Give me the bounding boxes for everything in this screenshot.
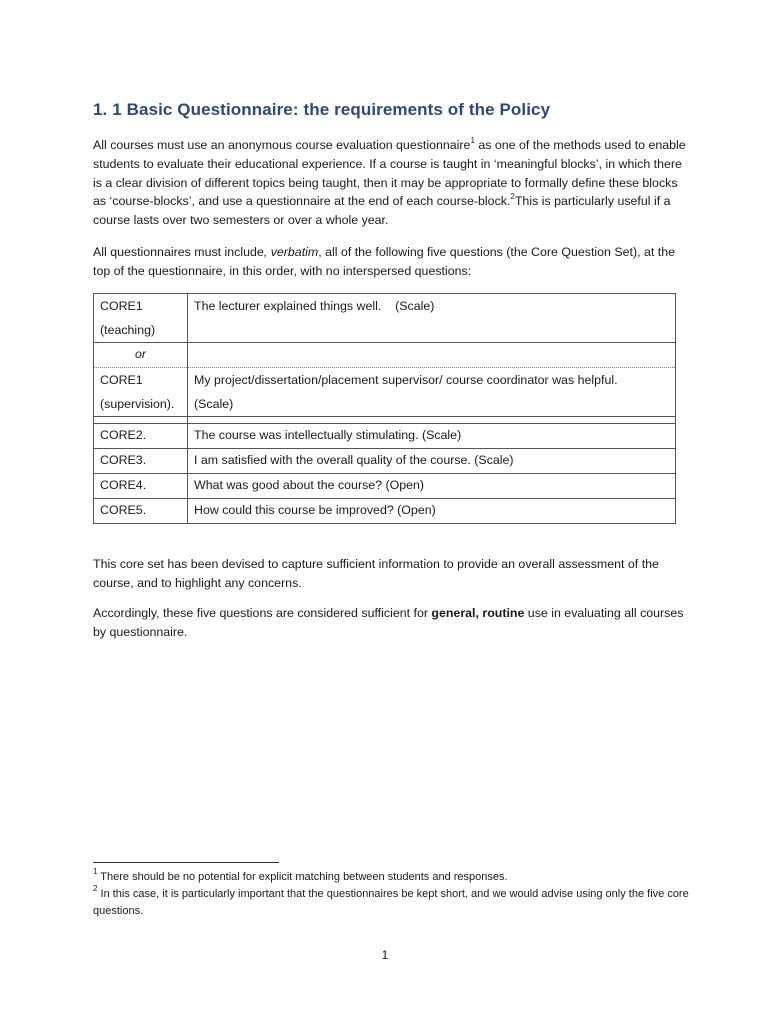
core-question: The course was intellectually stimulating. (Scale) — [188, 424, 676, 449]
core-question-cell — [188, 368, 676, 417]
spacer-cell — [188, 417, 676, 424]
core-question-cell — [188, 294, 676, 343]
core-intro-paragraph — [93, 243, 693, 281]
table-row — [94, 499, 676, 524]
table-row-core1-supervision — [94, 368, 676, 417]
table-row — [94, 449, 676, 474]
core-code-cell — [94, 294, 188, 343]
core-intro-text-2: , all of the following five questions (the Core Question Set), at the top of the questionnaire, in this order, with no interspersed questions: — [93, 245, 675, 278]
or-label: or — [94, 343, 188, 368]
footnote-ref-1: 1 — [470, 135, 475, 145]
question-type: (Scale) — [194, 397, 234, 411]
empty-cell — [188, 343, 676, 368]
core-subtitle: (teaching) — [100, 323, 156, 337]
spacer-cell — [94, 417, 188, 424]
core-intro-comma: , — [263, 245, 271, 259]
core-code: CORE2. — [94, 424, 188, 449]
table-row — [94, 424, 676, 449]
section-heading: 1. 1 Basic Questionnaire: the requirements of the Policy — [93, 100, 551, 119]
footnote-divider — [93, 862, 279, 863]
intro-paragraph — [93, 136, 693, 230]
footnote-mark: 2 — [93, 884, 98, 894]
core-question-table — [93, 293, 676, 524]
core-code: CORE1 — [100, 373, 143, 387]
footnote-ref-2: 2 — [510, 192, 515, 202]
core-code: CORE5. — [94, 499, 188, 524]
table-spacer-row — [94, 417, 676, 424]
footnote-text: There should be no potential for explicit matching between students and responses. — [97, 871, 508, 883]
core-intro-text-1: All questionnaires must include — [93, 245, 264, 259]
core-subtitle: (supervision). — [100, 397, 175, 411]
accordingly-text-1: Accordingly, these five questions are considered sufficient for — [93, 606, 432, 620]
page-number: 1 — [381, 948, 389, 962]
accordingly-bold: general, routine — [431, 606, 525, 620]
question-type: (Scale) — [395, 299, 435, 313]
table-row-or — [94, 343, 676, 368]
core-code: CORE3. — [94, 449, 188, 474]
core-question: How could this course be improved? (Open) — [188, 499, 676, 524]
accordingly-paragraph — [93, 604, 693, 642]
verbatim-text: verbatim — [270, 245, 319, 259]
footnote-2 — [93, 886, 693, 920]
core-code: CORE1 — [100, 299, 143, 313]
accordingly-text-2: use in evaluating all courses by questionnaire. — [93, 606, 684, 639]
core-code-cell — [94, 368, 188, 417]
intro-text-3: This is particularly useful if a course lasts over two semesters or over a whole year. — [93, 194, 671, 228]
core-question: What was good about the course? (Open) — [188, 474, 676, 499]
core-question: The lecturer explained things well. — [194, 299, 382, 313]
footnote-mark: 1 — [93, 867, 98, 877]
core-question: My project/dissertation/placement supervisor/ course coordinator was helpful. — [194, 373, 618, 387]
intro-text-2: as one of the methods used to enable students to evaluate their educational experience. If a course is taught in ‘meaningful blocks’, in which there is a clear division of different topics being taught, then it may be appropriate to formally define these blocks as ‘course-blocks’, and use a questionnaire at the end of each course-block. — [93, 138, 686, 209]
footnote-1 — [93, 869, 693, 886]
core-code: CORE4. — [94, 474, 188, 499]
table-row — [94, 474, 676, 499]
table-row-core1-teaching — [94, 294, 676, 343]
footnote-text: In this case, it is particularly important that the questionnaires be kept short, and we would advise using only the five core questions. — [93, 888, 689, 917]
summary-paragraph: This core set has been devised to capture sufficient information to provide an overall assessment of the course, and to highlight any concerns. — [93, 557, 659, 590]
intro-text-1: All courses must use an anonymous course evaluation questionnaire — [93, 138, 471, 152]
core-question: I am satisfied with the overall quality of the course. (Scale) — [188, 449, 676, 474]
